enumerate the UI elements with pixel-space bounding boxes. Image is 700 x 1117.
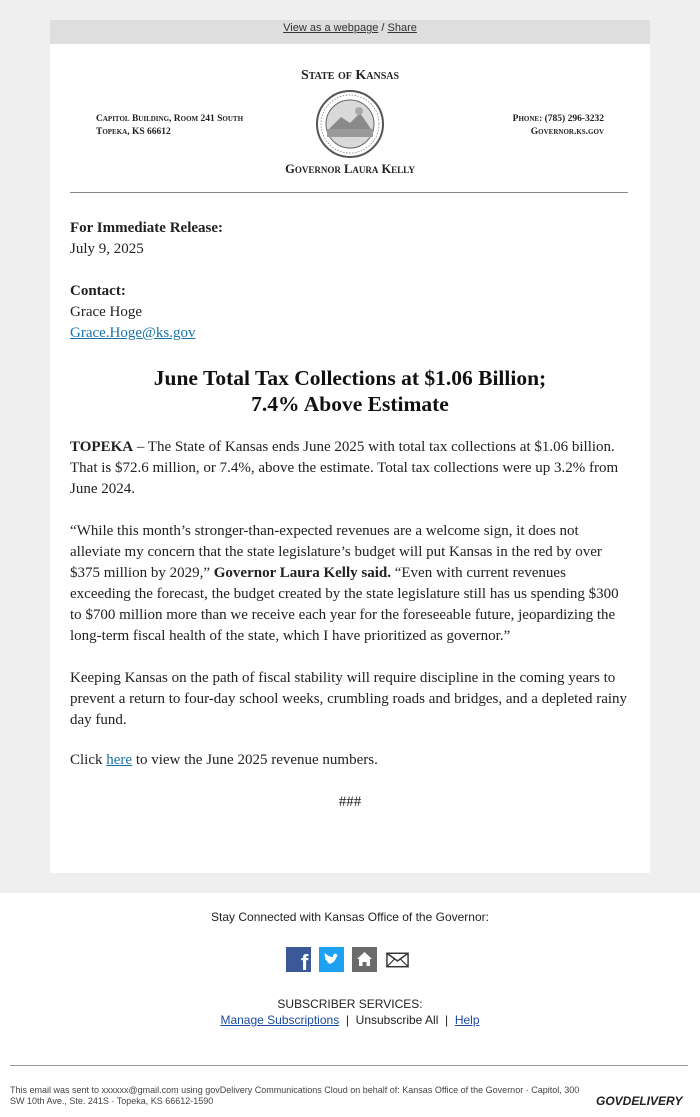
stay-connected-text: Stay Connected with Kansas Office of the Governor: — [211, 910, 489, 924]
govdelivery-logo: GOVDELIVERY — [596, 1094, 683, 1108]
contact-label: Contact: — [70, 283, 126, 299]
letterhead-state: State of Kansas — [300, 68, 400, 83]
letterhead-address — [96, 113, 243, 139]
paragraph-1: TOPEKA – The State of Kansas ends June 2025 with total tax collections at $1.06 billion. That is $72.6 million, or 7.4%, above the estimate. Total tax collections were up 3.2% from June 2024. — [70, 439, 619, 497]
release-label: For Immediate Release: — [70, 220, 224, 236]
headline-line-2: 7.4% Above Estimate — [251, 392, 449, 416]
subscriber-services: SUBSCRIBER SERVICES: Manage Subscriptions | Unsubscribe All | Help — [0, 996, 700, 1028]
contact-email-link[interactable]: Grace.Hoge@ks.gov — [70, 325, 196, 341]
letterhead-governor: Governor Laura Kelly — [285, 162, 415, 176]
twitter-icon[interactable] — [319, 947, 344, 972]
letterhead-contact — [513, 113, 604, 139]
website: Governor.ks.gov — [530, 127, 604, 137]
address-line-2: Topeka, KS 66612 — [96, 127, 171, 137]
footer-divider — [10, 1065, 688, 1066]
svg-text:f: f — [301, 950, 309, 972]
paragraph-4: Click here to view the June 2025 revenue numbers. — [70, 752, 378, 768]
end-mark: ### — [338, 794, 362, 810]
address-line-1: Capitol Building, Room 241 South — [96, 114, 244, 124]
headline — [70, 365, 630, 417]
release-date: July 9, 2025 — [70, 241, 144, 257]
fine-print: This email was sent to xxxxxx@gmail.com using govDelivery Communications Cloud on behalf of: Kansas Office of the Governor · Capitol, 300 SW 10th Ave., Ste. 241S · Topeka, KS 66612-1590 — [10, 1085, 580, 1106]
dateline: TOPEKA — [70, 439, 134, 455]
home-icon[interactable] — [352, 947, 377, 972]
social-links — [286, 947, 410, 973]
top-bar — [50, 20, 650, 44]
contact-name: Grace Hoge — [70, 304, 143, 320]
email-card — [50, 44, 650, 873]
unsubscribe-all-text[interactable]: Unsubscribe All — [355, 1013, 439, 1027]
letterhead-divider — [70, 192, 628, 193]
subscriber-services-label: SUBSCRIBER SERVICES: — [277, 997, 423, 1011]
share-link[interactable]: Share — [387, 22, 417, 34]
paragraph-3: Keeping Kansas on the path of fiscal stability will require discipline in the coming years to prevent a return to four-day school weeks, crumbling roads and bridges, and a depleted rainy day fund. — [70, 670, 628, 728]
phone-number: Phone: (785) 296-3232 — [512, 114, 604, 124]
headline-line-1: June Total Tax Collections at $1.06 Billion; — [153, 366, 547, 390]
kansas-seal-icon — [315, 89, 385, 159]
topbar-separator: / — [381, 22, 385, 34]
view-as-webpage-link[interactable]: View as a webpage — [283, 22, 379, 34]
email-icon[interactable] — [385, 947, 410, 972]
revenue-numbers-link[interactable]: here — [106, 752, 133, 768]
attribution: Governor Laura Kelly said. — [210, 565, 391, 581]
press-release-body — [70, 218, 630, 813]
manage-subscriptions-link[interactable]: Manage Subscriptions — [220, 1013, 340, 1027]
facebook-icon[interactable] — [286, 947, 311, 972]
paragraph-2: “While this month’s stronger-than-expected revenues are a welcome sign, it does not alleviate my concern that the state legislature’s budget will put Kansas in the red by over $375 million by 2029,” Governor Laura Kelly said. “Even with current revenues exceeding the forecast, the budget created by the state legislature still has us spending $300 to $700 million more than we receive each year for the foreseeable future, jeopardizing the long-term fiscal health of the state, which I have prioritized as governor.” — [70, 523, 619, 644]
help-link[interactable]: Help — [454, 1013, 480, 1027]
